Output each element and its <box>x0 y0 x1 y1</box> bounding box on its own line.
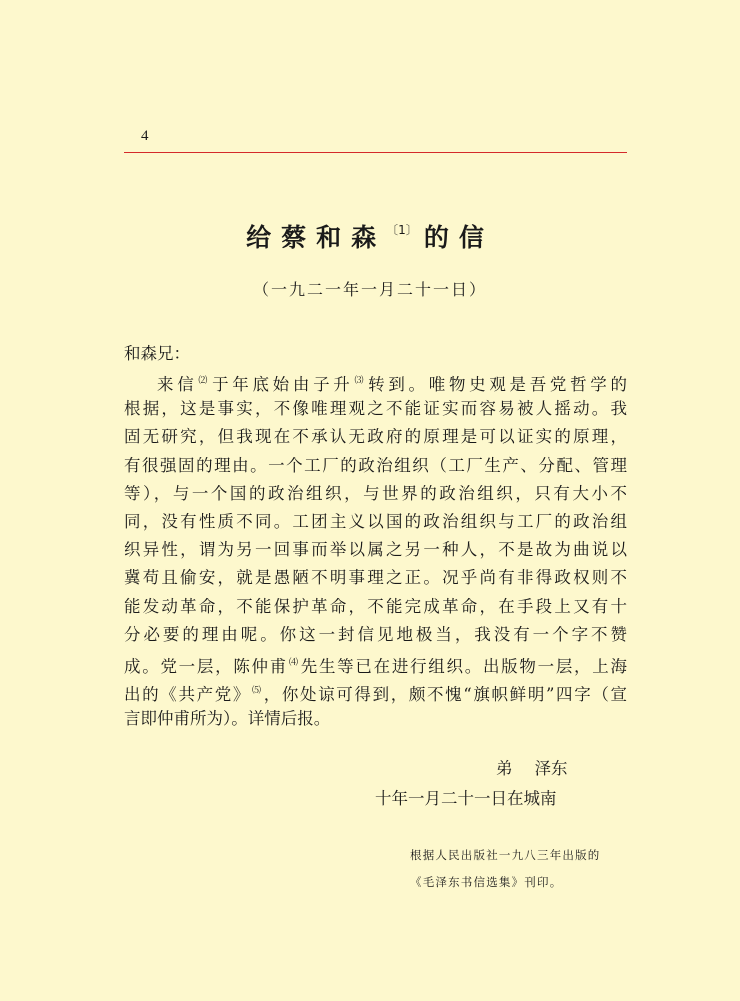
title-suffix: 的信 <box>423 223 494 252</box>
source-note-line: 根据人民出版社一九八三年出版的 <box>410 848 601 862</box>
footnote-marker: ⑷ <box>289 657 300 668</box>
signature-name: 泽东 <box>534 759 568 778</box>
signing-date-place: 十年一月二十一日在城南 <box>375 789 557 808</box>
body-text-run: 于年底始由子升 <box>212 375 354 394</box>
letter-date: （一九二一年一月二十一日） <box>252 280 487 299</box>
body-text-run: 固无研究，但我现在不承认无政府的原理是可以证实的原理， <box>124 427 627 447</box>
body-text-run: 来信 <box>157 375 198 394</box>
header-rule <box>124 152 627 153</box>
body-text-run: 成。党一层，陈仲甫 <box>124 656 288 676</box>
body-line <box>124 536 627 564</box>
body-text-run: 同，没有性质不同。工团主义以国的政治组织与工厂的政治组 <box>124 511 627 531</box>
body-line <box>124 593 627 621</box>
body-line <box>124 508 627 536</box>
body-text-run: 等），与一个国的政治组织，与世界的政治组织，只有大小不 <box>124 483 627 503</box>
body-line <box>124 564 627 592</box>
body-text-run: 能发动革命，不能保护革命，不能完成革命，在手段上又有十 <box>124 596 627 616</box>
body-text-run: 根据，这是事实，不像唯理观之不能证实而容易被人摇动。我 <box>124 399 627 419</box>
salutation: 和森兄： <box>124 344 190 363</box>
body-text-run: 分必要的理由呢。你这一封信见地极当，我没有一个字不赞 <box>124 624 627 644</box>
body-line <box>124 452 627 480</box>
footnote-marker: ⑸ <box>252 686 263 697</box>
signature-prefix: 弟 <box>496 759 513 778</box>
body-text-run: 转到。唯物史观是吾党哲学的 <box>368 375 628 394</box>
body-text-run: ，你处谅可得到，颇不愧“旗帜鲜明”四字（宣 <box>263 685 627 705</box>
title-text: 给蔡和森 <box>246 223 387 252</box>
body-text-run: 织异性，谓为另一回事而举以属之另一种人，不是故为曲说以 <box>124 540 627 560</box>
source-note <box>410 842 601 896</box>
body-line <box>124 621 627 649</box>
body-text-run: 冀苟且偷安，就是愚陋不明事理之正。况乎尚有非得政权则不 <box>124 568 627 588</box>
title-footnote-marker: 〔1〕 <box>386 222 418 237</box>
body-line <box>124 649 627 677</box>
footnote-marker: ⑵ <box>198 376 212 386</box>
source-note-line: 《毛泽东书信选集》刊印。 <box>410 875 563 889</box>
body-line <box>124 480 627 508</box>
letter-title <box>0 218 740 254</box>
body-line <box>124 705 627 733</box>
signature <box>496 755 568 779</box>
body-text-run: 先生等已在进行组织。出版物一层，上海 <box>300 656 628 676</box>
body-line <box>124 677 627 705</box>
footnote-marker: ⑶ <box>354 376 368 386</box>
body-line <box>124 423 627 451</box>
body-line <box>124 367 627 395</box>
body-line <box>124 395 627 423</box>
body-text-run: 出的《共产党》 <box>124 685 252 705</box>
letter-body <box>124 367 627 733</box>
page-number: 4 <box>141 128 149 144</box>
body-text-run: 有很强固的理由。一个工厂的政治组织（工厂生产、分配、管理 <box>124 455 627 475</box>
body-text-run: 言即仲甫所为）。详情后报。 <box>124 709 331 729</box>
